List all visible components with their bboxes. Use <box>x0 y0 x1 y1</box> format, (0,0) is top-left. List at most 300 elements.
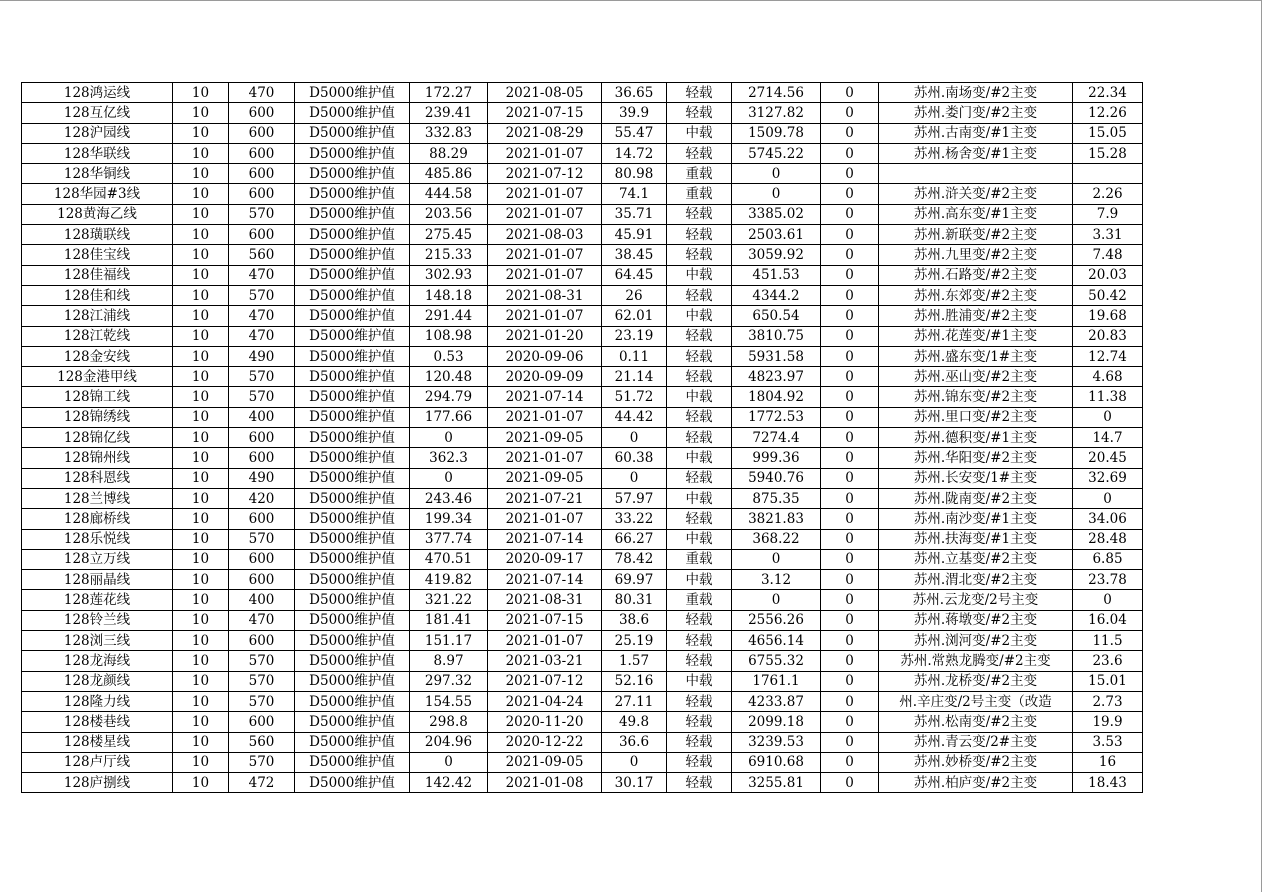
voltage-cell: 10 <box>173 752 229 772</box>
margin-cell: 4656.14 <box>732 631 821 651</box>
voltage-cell: 10 <box>173 184 229 204</box>
load-rate-cell: 21.14 <box>602 367 667 387</box>
load-value-cell: 275.45 <box>410 225 488 245</box>
transformer-cell: 苏州.新联变/#2主变 <box>879 225 1073 245</box>
margin-cell: 451.53 <box>732 265 821 285</box>
line-name-cell: 128黄海乙线 <box>22 204 173 224</box>
transformer-cell: 苏州.古南变/#1主变 <box>879 123 1073 143</box>
load-status-cell: 中载 <box>667 529 732 549</box>
voltage-cell: 10 <box>173 387 229 407</box>
count-cell: 0 <box>821 143 879 163</box>
count-cell: 0 <box>821 103 879 123</box>
date-cell: 2021-01-07 <box>488 407 602 427</box>
load-rate-cell: 23.19 <box>602 326 667 346</box>
transformer-cell: 苏州.锦东变/#2主变 <box>879 387 1073 407</box>
load-rate-cell: 49.8 <box>602 712 667 732</box>
voltage-cell: 10 <box>173 631 229 651</box>
load-status-cell: 轻载 <box>667 773 732 793</box>
voltage-cell: 10 <box>173 285 229 305</box>
table-row <box>22 346 1143 366</box>
date-cell: 2021-07-12 <box>488 671 602 691</box>
rated-capacity-cell: 600 <box>229 509 295 529</box>
load-value-cell: 0 <box>410 468 488 488</box>
load-value-cell: 88.29 <box>410 143 488 163</box>
table-row <box>22 671 1143 691</box>
margin-cell: 5745.22 <box>732 143 821 163</box>
transformer-cell: 苏州.浏河变/#2主变 <box>879 631 1073 651</box>
date-cell: 2020-09-06 <box>488 346 602 366</box>
transformer-load-cell: 20.83 <box>1073 326 1143 346</box>
transformer-load-cell: 20.45 <box>1073 448 1143 468</box>
rated-capacity-cell: 400 <box>229 407 295 427</box>
load-rate-cell: 38.6 <box>602 610 667 630</box>
load-status-cell: 重载 <box>667 184 732 204</box>
table-row <box>22 265 1143 285</box>
margin-cell: 0 <box>732 549 821 569</box>
line-name-cell: 128科恩线 <box>22 468 173 488</box>
rated-capacity-cell: 472 <box>229 773 295 793</box>
rated-capacity-cell: 600 <box>229 103 295 123</box>
transformer-cell: 苏州.石路变/#2主变 <box>879 265 1073 285</box>
rated-capacity-cell: 470 <box>229 306 295 326</box>
table-row <box>22 306 1143 326</box>
transformer-cell: 苏州.浒关变/#2主变 <box>879 184 1073 204</box>
transformer-load-cell: 11.5 <box>1073 631 1143 651</box>
load-status-cell: 轻载 <box>667 143 732 163</box>
line-name-cell: 128乐悦线 <box>22 529 173 549</box>
load-rate-cell: 78.42 <box>602 549 667 569</box>
table-row <box>22 428 1143 448</box>
transformer-load-cell: 11.38 <box>1073 387 1143 407</box>
load-value-cell: 362.3 <box>410 448 488 468</box>
line-name-cell: 128互亿线 <box>22 103 173 123</box>
rated-capacity-cell: 470 <box>229 83 295 103</box>
transformer-load-cell: 34.06 <box>1073 509 1143 529</box>
voltage-cell: 10 <box>173 549 229 569</box>
margin-cell: 2099.18 <box>732 712 821 732</box>
count-cell: 0 <box>821 631 879 651</box>
table-row <box>22 752 1143 772</box>
data-source-cell: D5000维护值 <box>295 123 410 143</box>
transformer-load-cell: 19.68 <box>1073 306 1143 326</box>
line-name-cell: 128楼星线 <box>22 732 173 752</box>
table-row <box>22 651 1143 671</box>
load-status-cell: 轻载 <box>667 204 732 224</box>
margin-cell: 2503.61 <box>732 225 821 245</box>
load-status-cell: 轻载 <box>667 346 732 366</box>
date-cell: 2020-12-22 <box>488 732 602 752</box>
load-status-cell: 重载 <box>667 549 732 569</box>
data-source-cell: D5000维护值 <box>295 225 410 245</box>
load-rate-cell: 0 <box>602 468 667 488</box>
load-status-cell: 中载 <box>667 488 732 508</box>
table-row <box>22 529 1143 549</box>
date-cell: 2021-08-31 <box>488 285 602 305</box>
load-value-cell: 0 <box>410 752 488 772</box>
count-cell: 0 <box>821 225 879 245</box>
table-row <box>22 326 1143 346</box>
load-status-cell: 轻载 <box>667 103 732 123</box>
date-cell: 2021-01-07 <box>488 204 602 224</box>
count-cell: 0 <box>821 712 879 732</box>
voltage-cell: 10 <box>173 610 229 630</box>
table-row <box>22 631 1143 651</box>
data-source-cell: D5000维护值 <box>295 529 410 549</box>
load-value-cell: 0 <box>410 428 488 448</box>
rated-capacity-cell: 400 <box>229 590 295 610</box>
margin-cell: 1804.92 <box>732 387 821 407</box>
load-status-cell: 轻载 <box>667 83 732 103</box>
transformer-load-cell: 0 <box>1073 590 1143 610</box>
rated-capacity-cell: 570 <box>229 691 295 711</box>
load-rate-cell: 33.22 <box>602 509 667 529</box>
voltage-cell: 10 <box>173 265 229 285</box>
load-rate-cell: 0 <box>602 752 667 772</box>
line-name-cell: 128龙海线 <box>22 651 173 671</box>
date-cell: 2021-09-05 <box>488 468 602 488</box>
voltage-cell: 10 <box>173 712 229 732</box>
margin-cell: 0 <box>732 164 821 184</box>
count-cell: 0 <box>821 407 879 427</box>
date-cell: 2020-09-17 <box>488 549 602 569</box>
load-status-cell: 轻载 <box>667 631 732 651</box>
data-source-cell: D5000维护值 <box>295 164 410 184</box>
data-source-cell: D5000维护值 <box>295 346 410 366</box>
margin-cell: 875.35 <box>732 488 821 508</box>
transformer-load-cell: 12.26 <box>1073 103 1143 123</box>
date-cell: 2021-01-07 <box>488 265 602 285</box>
line-name-cell: 128立万线 <box>22 549 173 569</box>
table-row <box>22 468 1143 488</box>
transformer-load-cell: 3.53 <box>1073 732 1143 752</box>
line-name-cell: 128佳福线 <box>22 265 173 285</box>
line-name-cell: 128佳宝线 <box>22 245 173 265</box>
margin-cell: 6910.68 <box>732 752 821 772</box>
margin-cell: 1509.78 <box>732 123 821 143</box>
load-rate-cell: 27.11 <box>602 691 667 711</box>
voltage-cell: 10 <box>173 671 229 691</box>
transformer-cell: 苏州.德积变/#1主变 <box>879 428 1073 448</box>
margin-cell: 5931.58 <box>732 346 821 366</box>
transformer-load-cell: 22.34 <box>1073 83 1143 103</box>
line-name-cell: 128廊桥线 <box>22 509 173 529</box>
transformer-cell: 苏州.云龙变/2号主变 <box>879 590 1073 610</box>
rated-capacity-cell: 570 <box>229 752 295 772</box>
load-rate-cell: 62.01 <box>602 306 667 326</box>
load-status-cell: 轻载 <box>667 468 732 488</box>
rated-capacity-cell: 560 <box>229 245 295 265</box>
rated-capacity-cell: 570 <box>229 529 295 549</box>
load-rate-cell: 45.91 <box>602 225 667 245</box>
line-name-cell: 128锦州线 <box>22 448 173 468</box>
load-rate-cell: 39.9 <box>602 103 667 123</box>
load-status-cell: 轻载 <box>667 509 732 529</box>
transformer-load-cell: 16.04 <box>1073 610 1143 630</box>
transformer-load-cell: 0 <box>1073 407 1143 427</box>
load-rate-cell: 80.98 <box>602 164 667 184</box>
rated-capacity-cell: 600 <box>229 549 295 569</box>
count-cell: 0 <box>821 204 879 224</box>
date-cell: 2021-01-07 <box>488 184 602 204</box>
count-cell: 0 <box>821 265 879 285</box>
voltage-cell: 10 <box>173 448 229 468</box>
margin-cell: 7274.4 <box>732 428 821 448</box>
date-cell: 2021-09-05 <box>488 428 602 448</box>
margin-cell: 3127.82 <box>732 103 821 123</box>
rated-capacity-cell: 490 <box>229 346 295 366</box>
count-cell: 0 <box>821 387 879 407</box>
transformer-load-cell: 28.48 <box>1073 529 1143 549</box>
table-row <box>22 123 1143 143</box>
table-row <box>22 367 1143 387</box>
voltage-cell: 10 <box>173 103 229 123</box>
data-source-cell: D5000维护值 <box>295 143 410 163</box>
line-name-cell: 128金港甲线 <box>22 367 173 387</box>
transformer-cell <box>879 164 1073 184</box>
voltage-cell: 10 <box>173 306 229 326</box>
rated-capacity-cell: 570 <box>229 387 295 407</box>
data-source-cell: D5000维护值 <box>295 407 410 427</box>
transformer-cell: 苏州.渭北变/#2主变 <box>879 570 1073 590</box>
data-source-cell: D5000维护值 <box>295 204 410 224</box>
transformer-cell: 苏州.南沙变/#1主变 <box>879 509 1073 529</box>
table-row <box>22 184 1143 204</box>
data-source-cell: D5000维护值 <box>295 326 410 346</box>
date-cell: 2021-01-07 <box>488 245 602 265</box>
count-cell: 0 <box>821 752 879 772</box>
load-rate-cell: 57.97 <box>602 488 667 508</box>
load-value-cell: 291.44 <box>410 306 488 326</box>
transformer-load-cell: 23.78 <box>1073 570 1143 590</box>
load-value-cell: 181.41 <box>410 610 488 630</box>
load-value-cell: 0.53 <box>410 346 488 366</box>
voltage-cell: 10 <box>173 509 229 529</box>
count-cell: 0 <box>821 367 879 387</box>
load-value-cell: 8.97 <box>410 651 488 671</box>
transformer-cell: 苏州.常熟龙腾变/#2主变 <box>879 651 1073 671</box>
load-rate-cell: 30.17 <box>602 773 667 793</box>
transformer-load-cell: 18.43 <box>1073 773 1143 793</box>
rated-capacity-cell: 600 <box>229 428 295 448</box>
transformer-load-cell: 19.9 <box>1073 712 1143 732</box>
transformer-cell: 苏州.长安变/1#主变 <box>879 468 1073 488</box>
load-rate-cell: 26 <box>602 285 667 305</box>
margin-cell: 3385.02 <box>732 204 821 224</box>
count-cell: 0 <box>821 671 879 691</box>
data-source-cell: D5000维护值 <box>295 488 410 508</box>
load-rate-cell: 1.57 <box>602 651 667 671</box>
line-name-cell: 128沪园线 <box>22 123 173 143</box>
table-row <box>22 773 1143 793</box>
table-row <box>22 732 1143 752</box>
load-value-cell: 419.82 <box>410 570 488 590</box>
load-rate-cell: 51.72 <box>602 387 667 407</box>
load-rate-cell: 74.1 <box>602 184 667 204</box>
table-row <box>22 164 1143 184</box>
count-cell: 0 <box>821 590 879 610</box>
margin-cell: 3239.53 <box>732 732 821 752</box>
transformer-load-cell: 23.6 <box>1073 651 1143 671</box>
transformer-cell: 苏州.妙桥变/#2主变 <box>879 752 1073 772</box>
rated-capacity-cell: 470 <box>229 610 295 630</box>
voltage-cell: 10 <box>173 367 229 387</box>
date-cell: 2021-01-07 <box>488 448 602 468</box>
rated-capacity-cell: 470 <box>229 265 295 285</box>
transformer-cell: 苏州.胜浦变/#2主变 <box>879 306 1073 326</box>
rated-capacity-cell: 490 <box>229 468 295 488</box>
data-source-cell: D5000维护值 <box>295 83 410 103</box>
table-row <box>22 691 1143 711</box>
voltage-cell: 10 <box>173 570 229 590</box>
table-row <box>22 448 1143 468</box>
load-rate-cell: 52.16 <box>602 671 667 691</box>
line-name-cell: 128丽晶线 <box>22 570 173 590</box>
line-name-cell: 128江乾线 <box>22 326 173 346</box>
transformer-load-cell: 15.05 <box>1073 123 1143 143</box>
load-status-cell: 中载 <box>667 570 732 590</box>
date-cell: 2020-09-09 <box>488 367 602 387</box>
load-status-cell: 轻载 <box>667 732 732 752</box>
date-cell: 2021-04-24 <box>488 691 602 711</box>
data-source-cell: D5000维护值 <box>295 610 410 630</box>
transformer-cell: 苏州.龙桥变/#2主变 <box>879 671 1073 691</box>
load-value-cell: 199.34 <box>410 509 488 529</box>
line-name-cell: 128华联线 <box>22 143 173 163</box>
load-status-cell: 中载 <box>667 123 732 143</box>
load-status-cell: 轻载 <box>667 225 732 245</box>
margin-cell: 2556.26 <box>732 610 821 630</box>
date-cell: 2021-03-21 <box>488 651 602 671</box>
voltage-cell: 10 <box>173 123 229 143</box>
load-status-cell: 中载 <box>667 306 732 326</box>
load-value-cell: 177.66 <box>410 407 488 427</box>
count-cell: 0 <box>821 184 879 204</box>
rated-capacity-cell: 600 <box>229 143 295 163</box>
load-value-cell: 154.55 <box>410 691 488 711</box>
date-cell: 2021-08-03 <box>488 225 602 245</box>
table-row <box>22 712 1143 732</box>
transformer-load-cell <box>1073 164 1143 184</box>
table-row <box>22 549 1143 569</box>
load-value-cell: 203.56 <box>410 204 488 224</box>
date-cell: 2021-07-15 <box>488 610 602 630</box>
line-name-cell: 128璜联线 <box>22 225 173 245</box>
load-value-cell: 377.74 <box>410 529 488 549</box>
load-value-cell: 321.22 <box>410 590 488 610</box>
transformer-cell: 苏州.盛东变/1#主变 <box>879 346 1073 366</box>
voltage-cell: 10 <box>173 346 229 366</box>
load-value-cell: 485.86 <box>410 164 488 184</box>
voltage-cell: 10 <box>173 164 229 184</box>
count-cell: 0 <box>821 610 879 630</box>
load-status-cell: 轻载 <box>667 245 732 265</box>
table-row <box>22 610 1143 630</box>
load-status-cell: 轻载 <box>667 752 732 772</box>
date-cell: 2021-01-07 <box>488 143 602 163</box>
data-source-cell: D5000维护值 <box>295 590 410 610</box>
count-cell: 0 <box>821 488 879 508</box>
transformer-load-cell: 15.28 <box>1073 143 1143 163</box>
line-name-cell: 128佳和线 <box>22 285 173 305</box>
line-name-cell: 128兰博线 <box>22 488 173 508</box>
table-row <box>22 245 1143 265</box>
line-name-cell: 128卢厅线 <box>22 752 173 772</box>
data-source-cell: D5000维护值 <box>295 265 410 285</box>
date-cell: 2021-01-08 <box>488 773 602 793</box>
count-cell: 0 <box>821 468 879 488</box>
load-status-cell: 轻载 <box>667 712 732 732</box>
date-cell: 2021-08-31 <box>488 590 602 610</box>
voltage-cell: 10 <box>173 691 229 711</box>
load-value-cell: 204.96 <box>410 732 488 752</box>
data-source-cell: D5000维护值 <box>295 245 410 265</box>
rated-capacity-cell: 600 <box>229 570 295 590</box>
line-name-cell: 128楼巷线 <box>22 712 173 732</box>
rated-capacity-cell: 570 <box>229 285 295 305</box>
load-rate-cell: 25.19 <box>602 631 667 651</box>
rated-capacity-cell: 560 <box>229 732 295 752</box>
data-source-cell: D5000维护值 <box>295 448 410 468</box>
load-status-cell: 轻载 <box>667 691 732 711</box>
transformer-cell: 苏州.里口变/#2主变 <box>879 407 1073 427</box>
load-status-cell: 轻载 <box>667 367 732 387</box>
data-source-cell: D5000维护值 <box>295 367 410 387</box>
table-row <box>22 285 1143 305</box>
table-row <box>22 143 1143 163</box>
rated-capacity-cell: 570 <box>229 204 295 224</box>
load-status-cell: 轻载 <box>667 326 732 346</box>
voltage-cell: 10 <box>173 428 229 448</box>
table-row <box>22 204 1143 224</box>
load-status-cell: 轻载 <box>667 285 732 305</box>
voltage-cell: 10 <box>173 488 229 508</box>
date-cell: 2021-09-05 <box>488 752 602 772</box>
margin-cell: 0 <box>732 184 821 204</box>
transformer-load-cell: 50.42 <box>1073 285 1143 305</box>
margin-cell: 1772.53 <box>732 407 821 427</box>
voltage-cell: 10 <box>173 732 229 752</box>
count-cell: 0 <box>821 306 879 326</box>
table-row <box>22 387 1143 407</box>
count-cell: 0 <box>821 326 879 346</box>
load-value-cell: 172.27 <box>410 83 488 103</box>
transformer-load-cell: 32.69 <box>1073 468 1143 488</box>
count-cell: 0 <box>821 691 879 711</box>
margin-cell: 4233.87 <box>732 691 821 711</box>
load-rate-cell: 55.47 <box>602 123 667 143</box>
load-rate-cell: 36.65 <box>602 83 667 103</box>
table-row <box>22 590 1143 610</box>
rated-capacity-cell: 600 <box>229 225 295 245</box>
load-rate-cell: 35.71 <box>602 204 667 224</box>
load-rate-cell: 38.45 <box>602 245 667 265</box>
load-status-cell: 中载 <box>667 265 732 285</box>
date-cell: 2021-07-14 <box>488 387 602 407</box>
data-source-cell: D5000维护值 <box>295 428 410 448</box>
load-rate-cell: 0 <box>602 428 667 448</box>
load-value-cell: 239.41 <box>410 103 488 123</box>
margin-cell: 650.54 <box>732 306 821 326</box>
load-status-cell: 中载 <box>667 448 732 468</box>
transformer-cell: 苏州.九里变/#2主变 <box>879 245 1073 265</box>
line-name-cell: 128隆力线 <box>22 691 173 711</box>
transformer-cell: 苏州.杨舍变/#1主变 <box>879 143 1073 163</box>
count-cell: 0 <box>821 549 879 569</box>
margin-cell: 4823.97 <box>732 367 821 387</box>
transformer-load-cell: 12.74 <box>1073 346 1143 366</box>
date-cell: 2021-08-29 <box>488 123 602 143</box>
date-cell: 2021-01-07 <box>488 306 602 326</box>
